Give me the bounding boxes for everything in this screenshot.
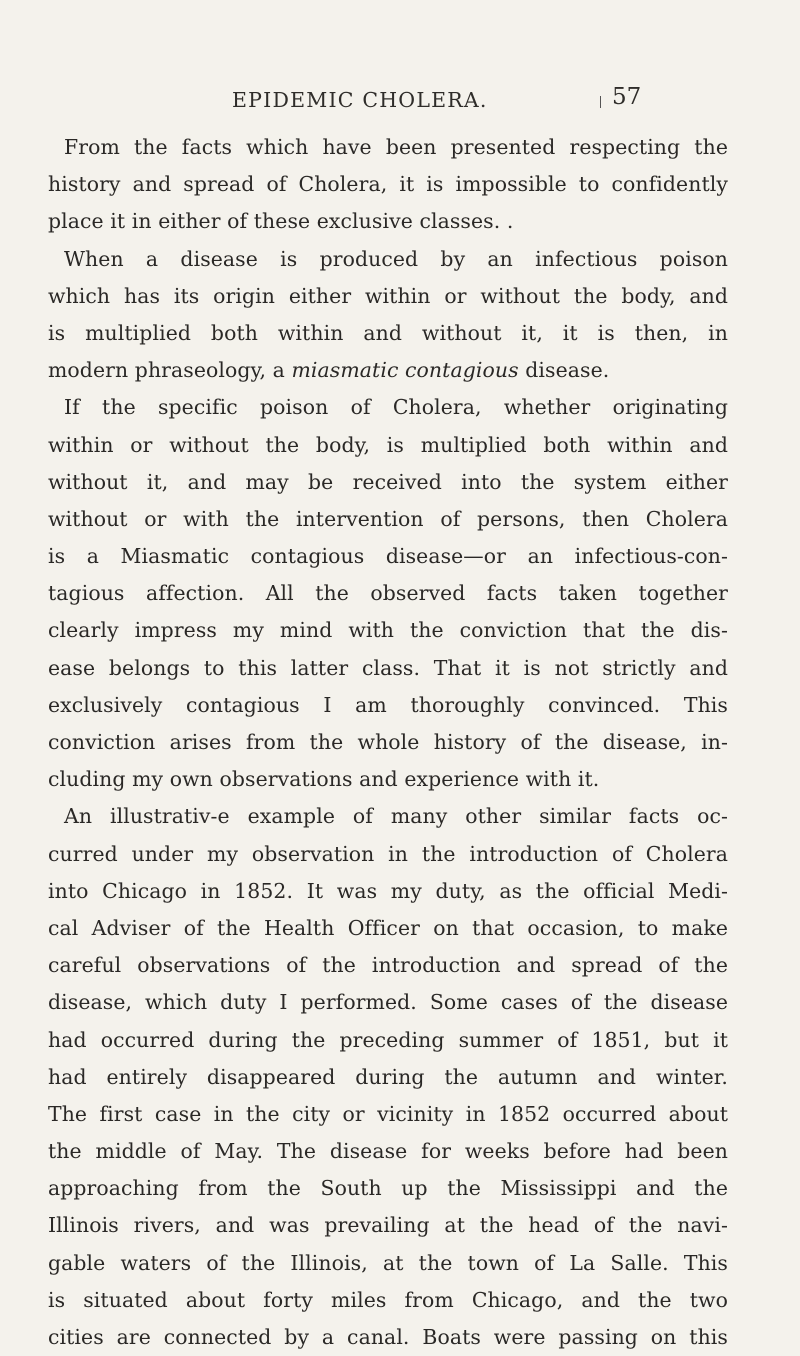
text-line: disease, which duty I performed. Some cases of the disease <box>48 990 728 1015</box>
text-line: conviction arises from the whole history of the disease, in- <box>48 730 728 754</box>
text-line: which has its origin either within or without the body, and <box>48 283 728 308</box>
text-line: cal Adviser of the Health Officer on that occasion, to make <box>48 915 728 940</box>
text-line: is a Miasmatic contagious disease—or an infectious-con- <box>48 544 728 569</box>
text-line: without it, and may be received into the system either <box>48 469 728 494</box>
text-line-mixed <box>48 352 728 389</box>
text-line: cities are connected by a canal. Boats were passing on this <box>48 1325 728 1349</box>
text-line: within or without the body, is multiplied both within and <box>48 432 728 457</box>
text-line: into Chicago in 1852. It was my duty, as the official Medi- <box>48 878 728 903</box>
text-line: the middle of May. The disease for weeks before had been <box>48 1139 728 1164</box>
margin-mark <box>600 96 601 108</box>
text-line: clearly impress my mind with the conviction that the dis- <box>48 618 728 643</box>
text-line: without or with the intervention of persons, then Cholera <box>48 506 728 531</box>
text-line: gable waters of the Illinois, at the town of La Salle. This <box>48 1250 728 1275</box>
text-line: When a disease is produced by an infectious poison <box>64 246 728 271</box>
text-line: is multiplied both within and without it, it is then, in <box>48 320 728 345</box>
text-line: place it in either of these exclusive classes. . <box>48 209 514 234</box>
text-line: is situated about forty miles from Chicago, and the two <box>48 1287 728 1312</box>
text-line: had entirely disappeared during the autumn and winter. <box>48 1064 728 1089</box>
text-line: careful observations of the introduction and spread of the <box>48 953 728 978</box>
running-head: EPIDEMIC CHOLERA. <box>232 88 488 112</box>
text-line: tagious affection. All the observed facts taken together <box>48 581 728 606</box>
text-line: had occurred during the preceding summer of 1851, but it <box>48 1027 728 1052</box>
text-line: exclusively contagious I am thoroughly convinced. This <box>48 692 728 717</box>
italic-term: miasmatic contagious <box>291 358 519 383</box>
text-run: modern phraseology, a <box>48 358 292 383</box>
page-number: 57 <box>612 84 642 110</box>
text-line: The first case in the city or vicinity in 1852 occurred about <box>48 1101 728 1126</box>
text-line: ease belongs to this latter class. That it is not strictly and <box>48 655 728 680</box>
text-run: disease. <box>518 358 610 383</box>
text-line: history and spread of Cholera, it is impossible to confidently <box>48 172 728 197</box>
text-line: curred under my observation in the introduction of Cholera <box>48 841 728 866</box>
text-line: From the facts which have been presented respecting the <box>64 135 728 159</box>
text-line: approaching from the South up the Mississippi and the <box>48 1176 728 1201</box>
text-line: cluding my own observations and experience with it. <box>48 767 600 792</box>
text-line: If the specific poison of Cholera, whether originating <box>64 395 728 420</box>
text-line: An illustrativ-e example of many other similar facts oc- <box>64 804 728 829</box>
text-line: Illinois rivers, and was prevailing at the head of the navi- <box>48 1213 728 1238</box>
body-text <box>48 129 728 1356</box>
